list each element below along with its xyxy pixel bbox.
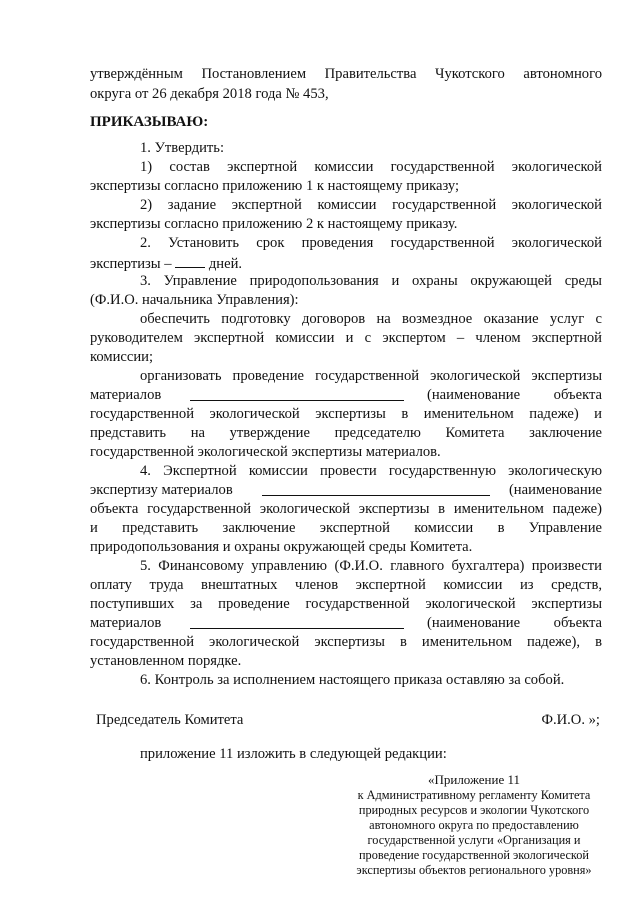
item-3-line-a: 3. Управление природопользования и охраны окружающей среды: [140, 273, 602, 289]
item-1-1-line-a: 1) состав экспертной комиссии государственной экологической: [140, 159, 602, 175]
item-5-line-a: 5. Финансовому управлению (Ф.И.О. главного бухгалтера) произвести: [140, 558, 602, 574]
appendix-header-line-6: проведение государственной экологической: [358, 848, 590, 862]
amendment-line: приложение 11 изложить в следующей редакции:: [140, 746, 447, 762]
item-5-line-e: государственной экологической экспертизы в именительном падеже), в: [90, 634, 602, 650]
item-3-line-b: (Ф.И.О. начальника Управления):: [90, 292, 299, 308]
appendix-header-line-3: природных ресурсов и экологии Чукотского: [358, 803, 590, 817]
appendix-header-line-1: «Приложение 11: [427, 772, 521, 787]
item-1-1-line-b: экспертизы согласно приложению 1 к настоящему приказу;: [90, 178, 460, 194]
item-1-2-line-b: экспертизы согласно приложению 2 к настоящему приказу.: [90, 216, 458, 232]
appendix-header-line-4: автономного округа по предоставлению: [369, 818, 579, 832]
item-3-line-g: [90, 387, 602, 404]
item-1: 1. Утвердить:: [140, 140, 225, 156]
item-5-line-b: оплату труда внештатных членов экспертной комиссии из средств,: [90, 577, 602, 593]
item-2-text-pre: экспертизы –: [90, 256, 176, 272]
item-2-text-post: дней.: [205, 256, 243, 272]
days-blank-field: [175, 254, 205, 268]
item-4-line-b: [90, 482, 602, 499]
item-3-line-j: государственной экологической экспертизы материалов.: [90, 444, 441, 460]
item-4-object-blank-field: [262, 482, 490, 496]
item-3-line-d: руководителем экспертной комиссии и с экспертом – членом экспертной: [90, 330, 602, 346]
item-5-line-c: поступивших за проведение государственной экологической экспертизы: [90, 596, 602, 612]
item-3-line-h: государственной экологической экспертизы в именительном падеже) и: [90, 406, 602, 422]
item-5-object-hint: (наименование объекта: [427, 615, 602, 631]
item-4-line-c: объекта государственной экологической экспертизы в именительном падеже): [90, 501, 602, 517]
appendix-header-line-7: экспертизы объектов регионального уровня»: [356, 863, 592, 877]
item-5-line-f: установленном порядке.: [90, 653, 242, 669]
order-heading: ПРИКАЗЫВАЮ:: [90, 114, 209, 130]
item-4-line-a: 4. Экспертной комиссии провести государственную экологическую: [140, 463, 602, 479]
item-4-materials-label: экспертизу материалов: [90, 482, 233, 498]
intro-line-1: утверждённым Постановлением Правительства Чукотского автономного: [90, 66, 602, 82]
intro-line-2: округа от 26 декабря 2018 года № 453,: [90, 86, 329, 102]
item-2-line-a: 2. Установить срок проведения государственной экологической: [140, 235, 602, 251]
item-3-object-blank-field: [190, 387, 404, 401]
appendix-header-line-2: к Административному регламенту Комитета: [357, 788, 591, 802]
item-3-object-hint: (наименование объекта: [427, 387, 602, 403]
item-3-materials-label: материалов: [90, 387, 162, 403]
item-4-object-hint: (наименование: [508, 482, 602, 498]
item-6: 6. Контроль за исполнением настоящего приказа оставляю за собой.: [140, 672, 565, 688]
appendix-header-line-5: государственной услуги «Организация и: [367, 833, 581, 847]
signature-name: Ф.И.О. »;: [541, 712, 600, 728]
item-4-line-e: природопользования и охраны окружающей среды Комитета.: [90, 539, 473, 555]
item-2-line-b: [90, 254, 242, 273]
item-5-object-blank-field: [190, 615, 404, 629]
item-3-line-i: представить на утверждение председателю Комитета заключение: [90, 425, 602, 441]
item-3-line-e: комиссии;: [90, 349, 154, 365]
item-5-line-d: [90, 615, 602, 632]
item-4-line-d: и представить заключение экспертной комиссии в Управление: [90, 520, 602, 536]
item-3-line-f: организовать проведение государственной экологической экспертизы: [140, 368, 602, 384]
item-1-2-line-a: 2) задание экспертной комиссии государственной экологической: [140, 197, 602, 213]
item-5-materials-label: материалов: [90, 615, 162, 631]
item-3-line-c: обеспечить подготовку договоров на возмездное оказание услуг с: [140, 311, 602, 327]
signature-position: Председатель Комитета: [96, 712, 244, 728]
